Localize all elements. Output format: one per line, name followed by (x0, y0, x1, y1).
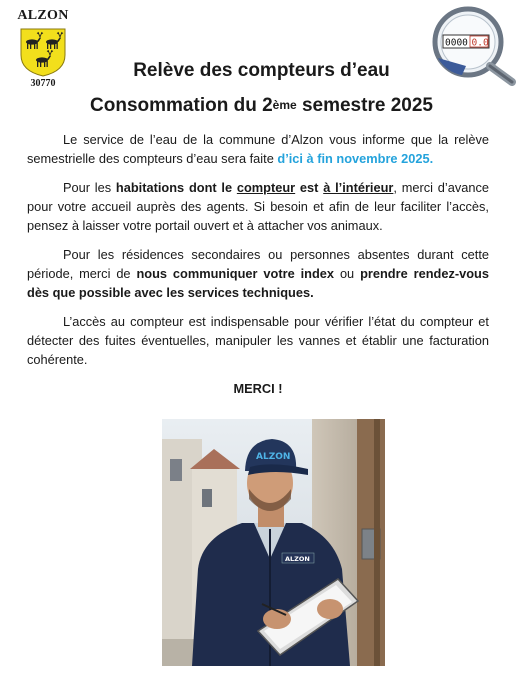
deadline-highlight: d’ici à fin novembre 2025. (277, 151, 434, 166)
paragraph-absent (27, 245, 489, 302)
p1-text: Le service de l’eau de la commune d’Alzon vous informe que la relève semestrielle des compteurs d’eau sera faite (27, 132, 489, 166)
thanks-text: MERCI ! (233, 381, 283, 396)
paragraph-access: L’accès au compteur est indispensable pour vérifier l’état du compteur et détecter des fuites éventuelles, manipuler les vannes et établir une facturation cohérente. (27, 314, 489, 367)
town-name: ALZON (17, 8, 69, 23)
page-subtitle (0, 95, 523, 117)
p3-bold-1: nous communiquer votre index (136, 266, 335, 281)
p3-text: Pour les résidences secondaires ou personnes absentes durant cette période, merci de (27, 247, 489, 281)
meter-red-digits: 0.0 (471, 37, 489, 49)
p2-bold-underline-2: à l’intérieur (323, 180, 394, 195)
subtitle-superscript: ème (272, 98, 297, 112)
postcode: 30770 (30, 78, 56, 89)
cap-logo-text: ALZON (256, 452, 291, 462)
meter-reader-photo (162, 419, 385, 666)
paragraph-schedule (27, 130, 489, 168)
badge-text: ALZON (285, 555, 310, 563)
meter-digits: 0000 (445, 37, 468, 49)
subtitle-part-1: Consommation du 2 (90, 95, 273, 116)
p3-bold-2: prendre rendez-vous dès que possible avec les services techniques. (27, 266, 489, 300)
p3-text-mid: ou (334, 266, 361, 281)
p2-bold-2: est (295, 180, 324, 195)
page-title: Relève des compteurs d’eau (133, 60, 390, 81)
p2-text-end: , merci d’avance pour votre accueil auprès des agents. Si besoin et afin de leur faciliter l’accès, pensez à laisser votre portail ouvert et à attacher vos animaux. (27, 180, 489, 233)
subtitle-part-2: semestre 2025 (296, 95, 433, 116)
p2-text: Pour les (63, 180, 116, 195)
p2-bold-underline-1: compteur (236, 180, 296, 195)
notice-body (27, 130, 489, 408)
paragraph-indoor-meter (27, 178, 489, 235)
p2-bold-1: habitations dont le (115, 180, 237, 195)
